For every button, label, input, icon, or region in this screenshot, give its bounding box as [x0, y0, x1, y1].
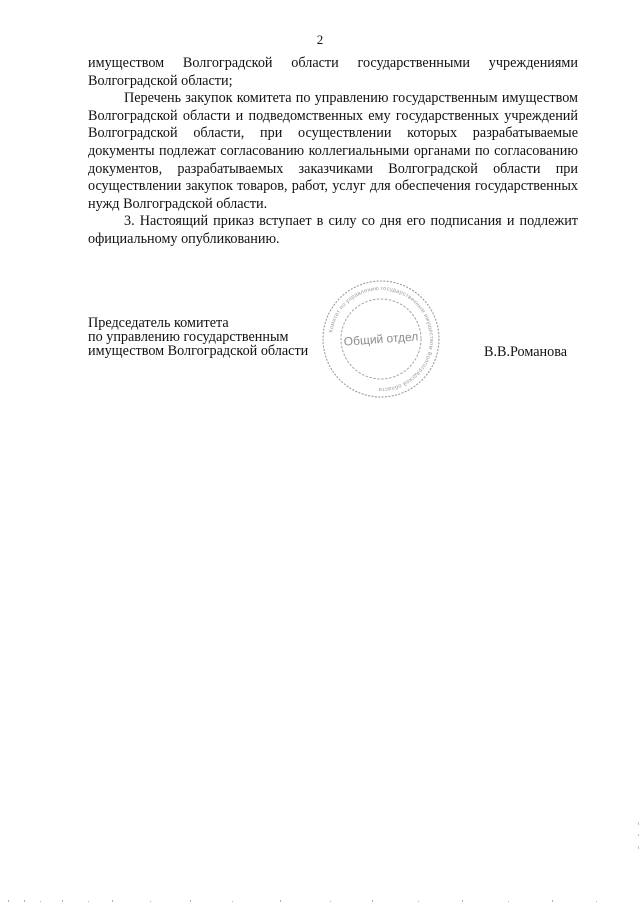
signatory-name: В.В.Романова	[484, 344, 568, 360]
paragraph-procurement-list: Перечень закупок комитета по управлению государственным имуществом Волгоградской области и подведомственных ему государственных учреждений Волгоградской области, при осуществлении которых разрабатываемые документы подлежат согласованию коллегиальными органами по согласованию документов, разрабатываемых заказчиками Волгоградской области при осуществлении закупок товаров, работ, услуг для обеспечения государственных нужд Волгоградской области.	[88, 90, 578, 212]
position-line-1: Председатель комитета	[88, 315, 229, 331]
paragraph-effective-date: 3. Настоящий приказ вступает в силу со дня его подписания и подлежит официальному опубликованию.	[88, 213, 578, 247]
scan-side-marks	[636, 820, 640, 860]
document-body	[88, 55, 578, 249]
paragraph-continuation: имуществом Волгоградской области государственными учреждениями Волгоградской области;	[88, 55, 578, 89]
stamp-ring-text: Комитет по управлению государственным имуществом Волгоградской области	[328, 285, 435, 393]
position-line-3: имуществом Волгоградской области	[88, 343, 309, 359]
signatory-position	[88, 316, 308, 358]
stamp-center-text: Общий отдел	[343, 329, 419, 349]
scan-edge-noise	[0, 899, 640, 903]
position-line-2: по управлению государственным	[88, 329, 289, 345]
office-stamp	[318, 276, 444, 402]
page-number: 2	[316, 32, 324, 47]
